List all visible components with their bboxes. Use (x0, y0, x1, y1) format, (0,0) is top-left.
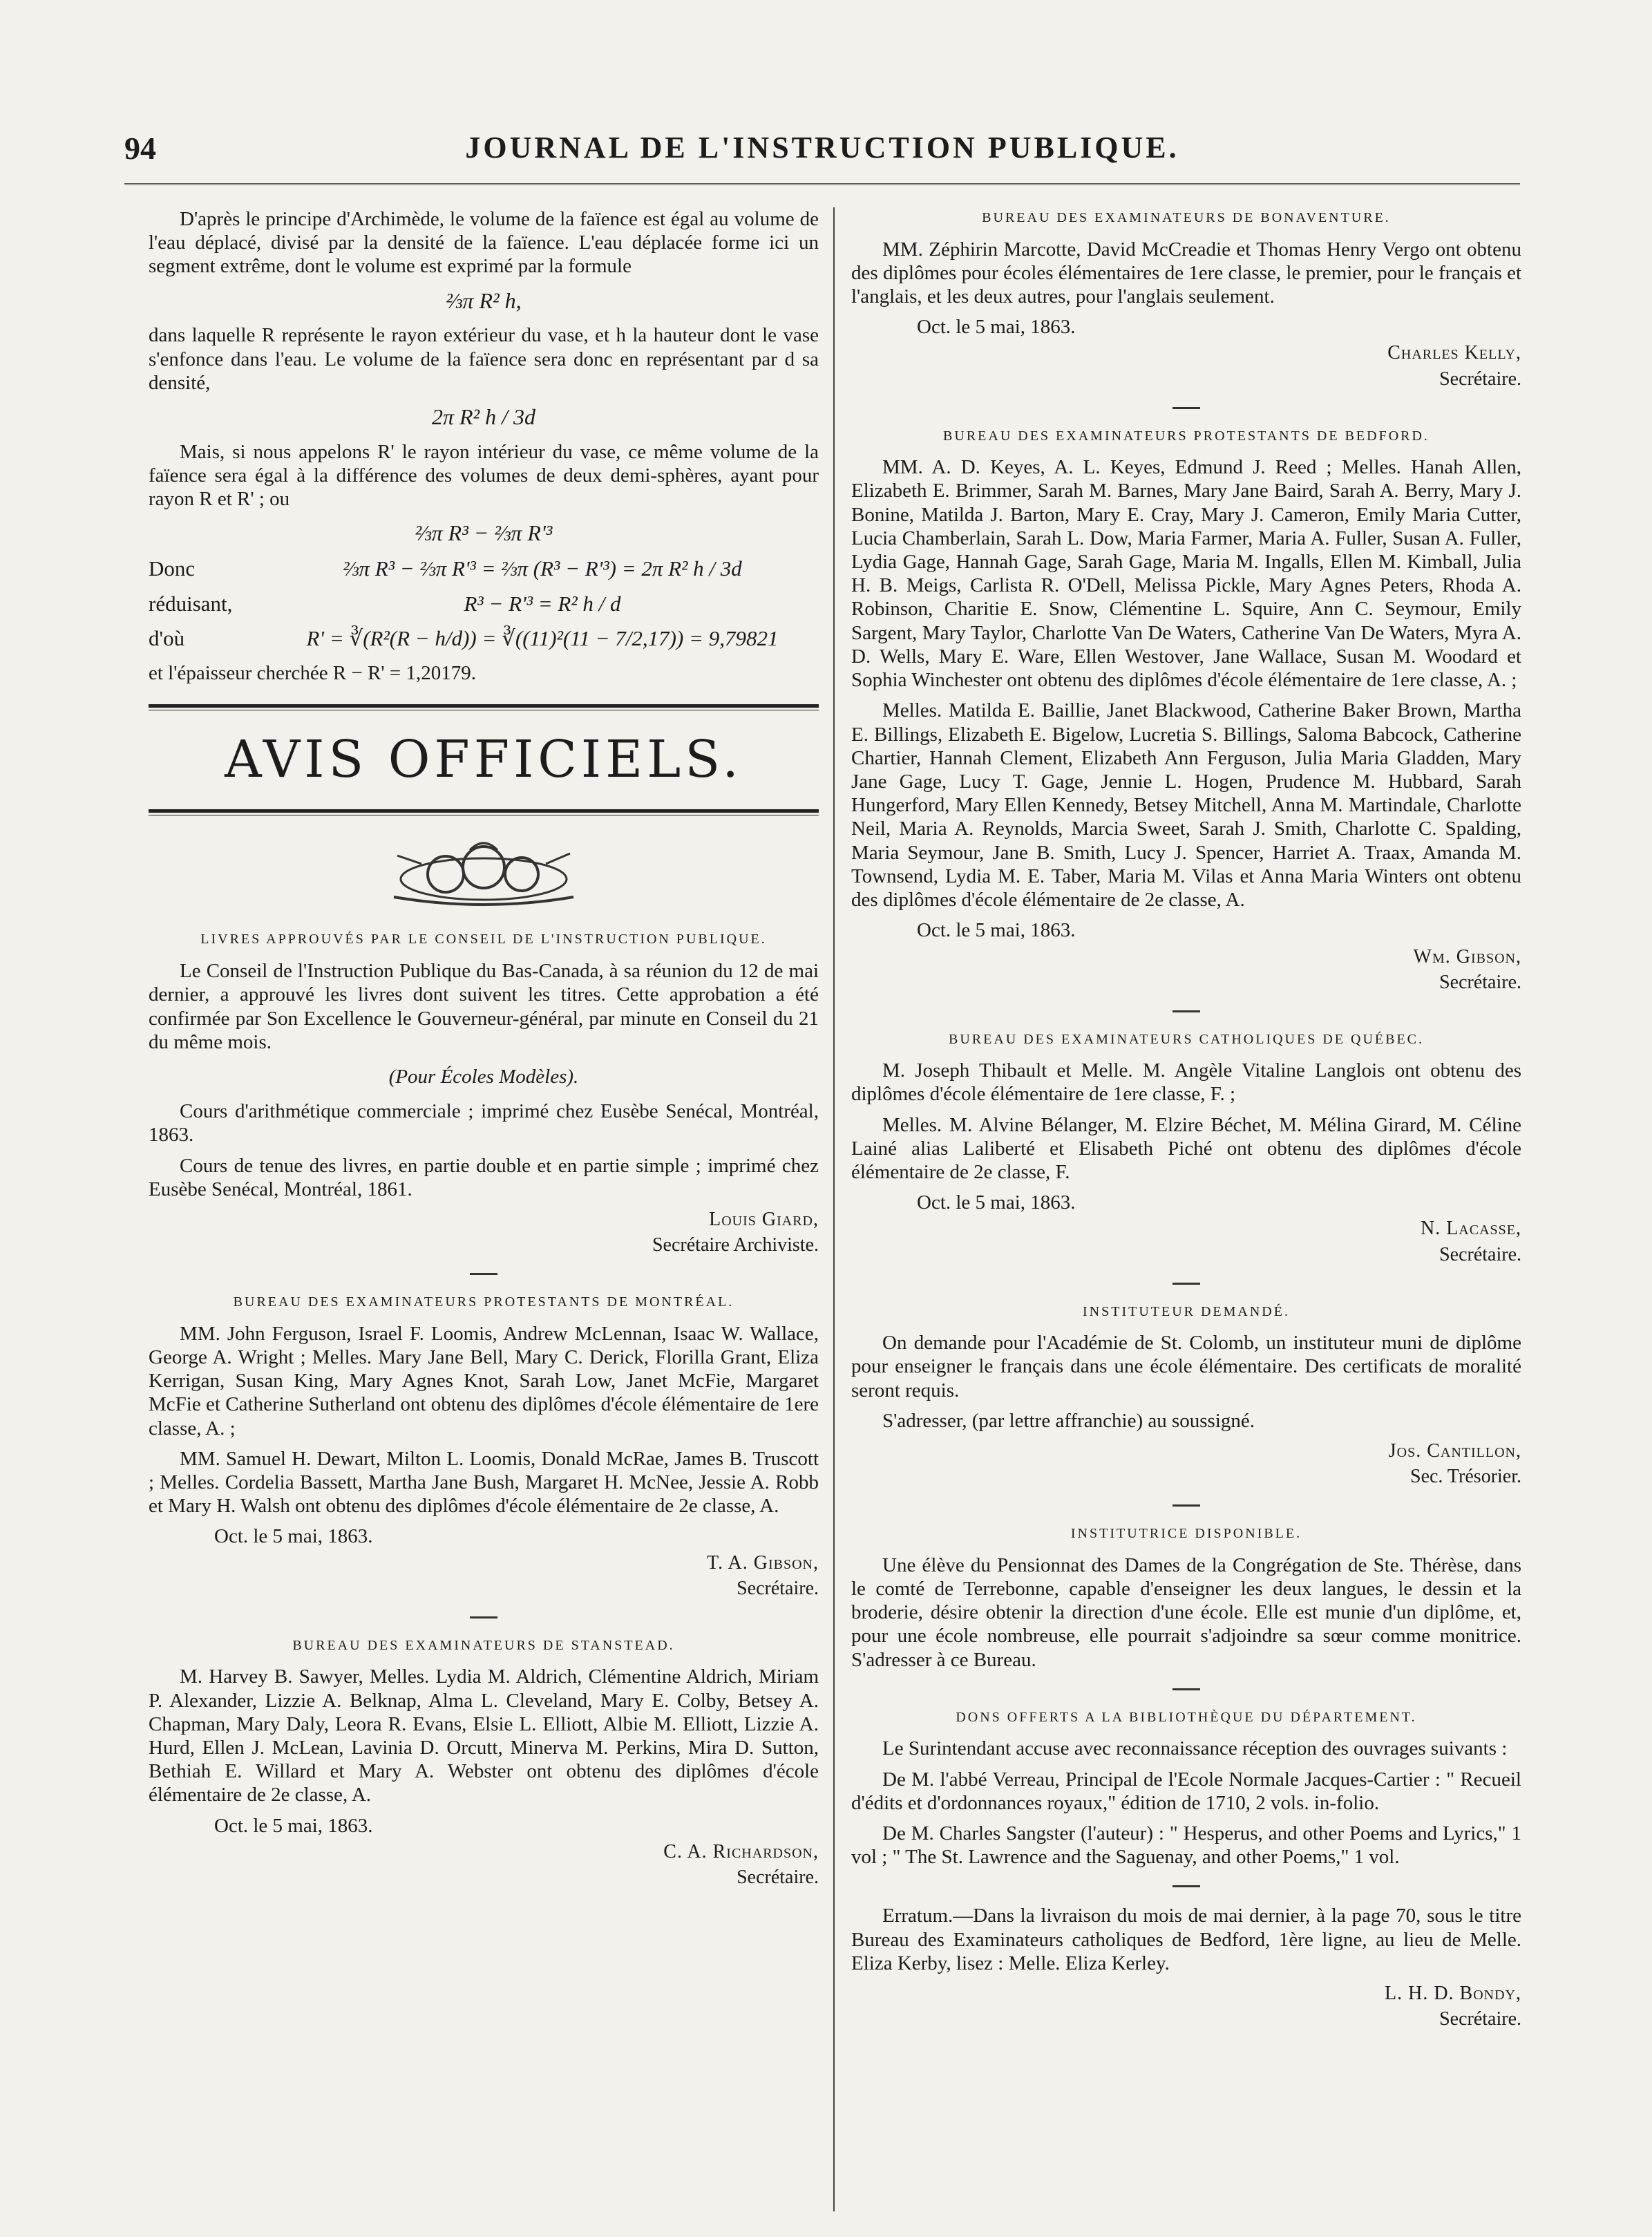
notice-date: Oct. le 5 mai, 1863. (917, 316, 1076, 339)
notice-paragraph: M. Harvey B. Sawyer, Melles. Lydia M. Aldrich, Clémentine Aldrich, Miriam P. Alexander, Lizzie A. Belknap, Alma L. Cleveland, Mary E. Colby, Betsey A. Chapman, Mary Daly, Leora R. Evans, Elsie L. Elliott, Albie M. Elliott, Lizzie A. Hurd, Ellen J. McLean, Lavinia D. Orcutt, Minerva M. Perkins, Mira D. Sutton, Bethiah E. Willard et Mary A. Webster ont obtenu des diplômes d'école élémentaire de 2e classe, A. (149, 1665, 819, 1806)
math-paragraph: D'après le principe d'Archimède, le volume de la faïence est égal au volume de l'eau déplacé, divisé par la densité de la faïence. L'eau déplacée forme ici un segment extrême, dont le volume est exprimé par la formule (149, 208, 819, 278)
formula: ⅔π R³ − ⅔π R'³ = ⅔π (R³ − R'³) = 2π R² h / 3d (343, 556, 742, 581)
signature-role: Secrétaire. (1439, 368, 1521, 390)
section-rule (149, 809, 819, 815)
journal-title: JOURNAL DE L'INSTRUCTION PUBLIQUE. (465, 131, 1179, 164)
column-divider (833, 207, 835, 2211)
signature-role: Secrétaire. (737, 1866, 819, 1888)
section-title-livres: LIVRES APPROUVÉS PAR LE CONSEIL DE L'INSTRUCTION PUBLIQUE. (200, 932, 767, 947)
header-rule (124, 183, 1520, 185)
erratum-paragraph: Erratum.—Dans la livraison du mois de mai dernier, à la page 70, sous le titre Bureau des Examinateurs catholiques de Bedford, 1ère ligne, au lieu de Melle. Eliza Kerby, lisez : Melle. Eliza Kerley. (851, 1905, 1521, 1974)
avis-officiels-title: AVIS OFFICIELS. (225, 730, 743, 790)
signature-name: Charles Kelly, (1387, 342, 1521, 364)
signature-name: T. A. Gibson, (707, 1551, 819, 1574)
signature-role: Secrétaire. (1439, 1243, 1521, 1265)
signature-name: N. Lacasse, (1420, 1218, 1521, 1240)
page-header (124, 130, 1520, 178)
short-rule (470, 1273, 497, 1275)
subheading: (Pour Écoles Modèles). (388, 1065, 579, 1088)
formula-lead: réduisant, (149, 591, 233, 616)
notice-date: Oct. le 5 mai, 1863. (214, 1525, 373, 1548)
signature-name: L. H. D. Bondy, (1385, 1983, 1521, 2005)
formula: R' = ∛(R²(R − h/d)) = ∛((11)²(11 − 7/2,17)) = 9,79821 (306, 626, 779, 651)
formula-row (149, 626, 819, 652)
notice-paragraph: Une élève du Pensionnat des Dames de la Congrégation de Ste. Thérèse, dans le comté de Terrebonne, capable d'enseigner les deux langues, le dessin et la broderie, désire obtenir la direction d'une école. Elle est munie d'un diplôme, et, pour une école nombreuse, elle pourrait s'adjoindre sa sœur comme monitrice. S'adresser à ce Bureau. (851, 1554, 1521, 1671)
section-rule (149, 704, 819, 710)
notice-paragraph: Melles. Matilda E. Baillie, Janet Blackwood, Catherine Baker Brown, Martha E. Billings, Elizabeth E. Bigelow, Lucretia S. Billings, Saloma Babcock, Catherine Chartier, Hannah Clement, Elizabeth Ann Ferguson, Julia Maria Gladden, Mary Jane Gage, Lucy T. Gage, Jennie L. Hogen, Prudence M. Hubbard, Sarah Hungerford, Mary Ellen Kennedy, Betsey Mitchell, Anna M. Martindale, Charlotte Neil, Maria A. Reynolds, Marcia Sweet, Sarah J. Smith, Charlotte C. Spalding, Maria Seymour, Jane B. Smith, Lucy J. Spencer, Harriet A. Traax, Amanda M. Townsend, Lydia M. E. Taber, Maria M. Vilas et Anna Maria Winters ont obtenu des diplômes d'école élémentaire de 2e classe, A. (851, 699, 1521, 912)
formula-lead: Donc (149, 556, 196, 581)
math-paragraph: et l'épaisseur cherchée R − R' = 1,20179. (149, 661, 476, 684)
notice-paragraph: Cours de tenue des livres, en partie double et en partie simple ; imprimé chez Eusèbe Senécal, Montréal, 1861. (149, 1154, 819, 1200)
signature-name: Jos. Cantillon, (1388, 1440, 1521, 1462)
notice-paragraph: S'adresser, (par lettre affranchie) au soussigné. (882, 1409, 1255, 1432)
notice-paragraph: De M. Charles Sangster (l'auteur) : " Hesperus, and other Poems and Lyrics," 1 vol ; " The St. Lawrence and the Saguenay, and other Poems," 1 vol. (851, 1822, 1521, 1869)
math-paragraph: Mais, si nous appelons R' le rayon intérieur du vase, ce même volume de la faïence sera égal à la différence des volumes de deux demi-sphères, ayant pour rayon R et R' ; ou (149, 440, 819, 511)
signature-role: Secrétaire Archiviste. (652, 1234, 819, 1256)
signature-name: Louis Giard, (709, 1209, 819, 1231)
notice-paragraph: Le Conseil de l'Instruction Publique du Bas-Canada, à sa réunion du 12 de mai dernier, a approuvé les livres dont suivent les titres. Cette approbation a été confirmée par Son Excellence le Gouverneur-général, par minute en Conseil du 21 du même mois. (149, 960, 819, 1053)
section-title-montreal: BUREAU DES EXAMINATEURS PROTESTANTS DE MONTRÉAL. (233, 1294, 734, 1310)
notice-paragraph: MM. A. D. Keyes, A. L. Keyes, Edmund J. Reed ; Melles. Hanah Allen, Elizabeth E. Brimmer, Sarah M. Barnes, Mary Jane Baird, Sarah A. Berry, Mary J. Bonine, Matilda J. Barton, Mary E. Cray, Mary J. Cameron, Emily Maria Cutter, Lucia Chamberlain, Sarah L. Dow, Maria Farmer, Maria A. Fuller, Susan A. Fuller, Lydia Gage, Hannah Gage, Sarah Gage, Maria M. Ingalls, Ellen M. Kimball, Julia H. B. Meigs, Carlista R. O'Dell, Melissa Pickle, Mary Agnes Peters, Rhoda A. Robinson, Charitie E. Snow, Clémentine L. Squire, Ann C. Seymour, Emily Sargent, Mary Taylor, Charlotte Van De Waters, Catherine Van De Waters, Myra A. D. Wells, Mary E. Ware, Ellen Westover, Jane Wallace, Susan M. Woodard et Sophia Winchester ont obtenu des diplômes d'école élémentaire de 1ere classe, A. ; (851, 456, 1521, 692)
formula: ⅔π R² h, (446, 287, 522, 313)
formula-lead: d'où (149, 626, 185, 651)
formula-row (149, 556, 819, 582)
notice-paragraph: MM. Zéphirin Marcotte, David McCreadie et Thomas Henry Vergo ont obtenu des diplômes pour écoles élémentaires de 1ere classe, le premier, pour le français et l'anglais, et les deux autres, pour l'anglais seulement. (851, 238, 1521, 308)
notice-paragraph: De M. l'abbé Verreau, Principal de l'Ecole Normale Jacques-Cartier : " Recueil d'édits et d'ordonnances royaux," édition de 1710, 2 vols. in-folio. (851, 1768, 1521, 1814)
section-title-institutrice: INSTITUTRICE DISPONIBLE. (1070, 1526, 1302, 1542)
short-rule (1172, 1283, 1200, 1285)
short-rule (1172, 407, 1200, 409)
short-rule (1172, 1885, 1200, 1887)
signature-role: Secrétaire. (1439, 2008, 1521, 2030)
formula: ⅔π R³ − ⅔π R'³ (415, 520, 553, 546)
left-column (149, 207, 819, 1889)
section-title-bedford: BUREAU DES EXAMINATEURS PROTESTANTS DE BEDFORD. (943, 428, 1430, 444)
formula: 2π R² h / 3d (431, 404, 536, 430)
notice-paragraph: Cours d'arithmétique commerciale ; imprimé chez Eusèbe Senécal, Montréal, 1863. (149, 1100, 819, 1146)
page-number: 94 (124, 131, 156, 166)
notice-paragraph: MM. Samuel H. Dewart, Milton L. Loomis, Donald McRae, James B. Truscott ; Melles. Cordelia Bassett, Martha Jane Bush, Margaret H. McNee, Jessie A. Robb et Mary H. Walsh ont obtenu des diplômes d'école élémentaire de 2e classe, A. (149, 1447, 819, 1518)
formula-row (149, 592, 819, 617)
notice-date: Oct. le 5 mai, 1863. (214, 1814, 373, 1837)
notice-date: Oct. le 5 mai, 1863. (917, 919, 1076, 942)
notice-paragraph: Melles. M. Alvine Bélanger, M. Elzire Béchet, M. Mélina Girard, M. Céline Lainé alias Laliberté et Elisabeth Piché ont obtenu des diplômes d'école élémentaire de 2e classe, F. (851, 1113, 1521, 1184)
right-column (851, 207, 1521, 2030)
notice-paragraph: On demande pour l'Académie de St. Colomb, un instituteur muni de diplôme pour enseigner le français dans une école élémentaire. Des certificats de moralité seront requis. (851, 1332, 1521, 1401)
section-title-bonaventure: BUREAU DES EXAMINATEURS DE BONAVENTURE. (982, 210, 1391, 225)
short-rule (470, 1616, 497, 1618)
section-title-dons: DONS OFFERTS A LA BIBLIOTHÈQUE DU DÉPARTEMENT. (956, 1709, 1417, 1725)
signature-role: Secrétaire. (737, 1577, 819, 1599)
section-title-quebec: BUREAU DES EXAMINATEURS CATHOLIQUES DE QUÉBEC. (949, 1031, 1424, 1047)
notice-paragraph: MM. John Ferguson, Israel F. Loomis, Andrew McLennan, Isaac W. Wallace, George A. Wright ; Melles. Mary Jane Bell, Mary C. Derick, Florilla Grant, Eliza Kerrigan, Susan King, Mary Agnes Knot, Sarah Low, Janet McFie, Margaret McFie et Catherine Sutherland ont obtenu des diplômes d'école élémentaire de 1ere classe, A. ; (149, 1322, 819, 1440)
signature-name: Wm. Gibson, (1413, 945, 1521, 968)
signature-role: Secrétaire. (1439, 971, 1521, 993)
short-rule (1172, 1010, 1200, 1012)
math-paragraph: dans laquelle R représente le rayon extérieur du vase, et h la hauteur dont le vase s'enfonce dans l'eau. Le volume de la faïence sera donc en représentant par d sa densité, (149, 324, 819, 394)
signature-role: Sec. Trésorier. (1410, 1466, 1521, 1488)
formula: R³ − R'³ = R² h / d (464, 591, 621, 616)
notice-date: Oct. le 5 mai, 1863. (917, 1191, 1076, 1214)
section-title-stanstead: BUREAU DES EXAMINATEURS DE STANSTEAD. (292, 1637, 675, 1653)
notice-paragraph: Le Surintendant accuse avec reconnaissance réception des ouvrages suivants : (882, 1737, 1508, 1760)
signature-name: C. A. Richardson, (663, 1840, 819, 1862)
short-rule (1172, 1688, 1200, 1690)
notice-paragraph: M. Joseph Thibault et Melle. M. Angèle Vitaline Langlois ont obtenu des diplômes d'école élémentaire de 1ere classe, F. ; (851, 1059, 1521, 1106)
short-rule (1172, 1504, 1200, 1507)
section-title-instituteur: INSTITUTEUR DEMANDÉ. (1083, 1303, 1290, 1319)
crest-ornament-icon (380, 836, 587, 912)
